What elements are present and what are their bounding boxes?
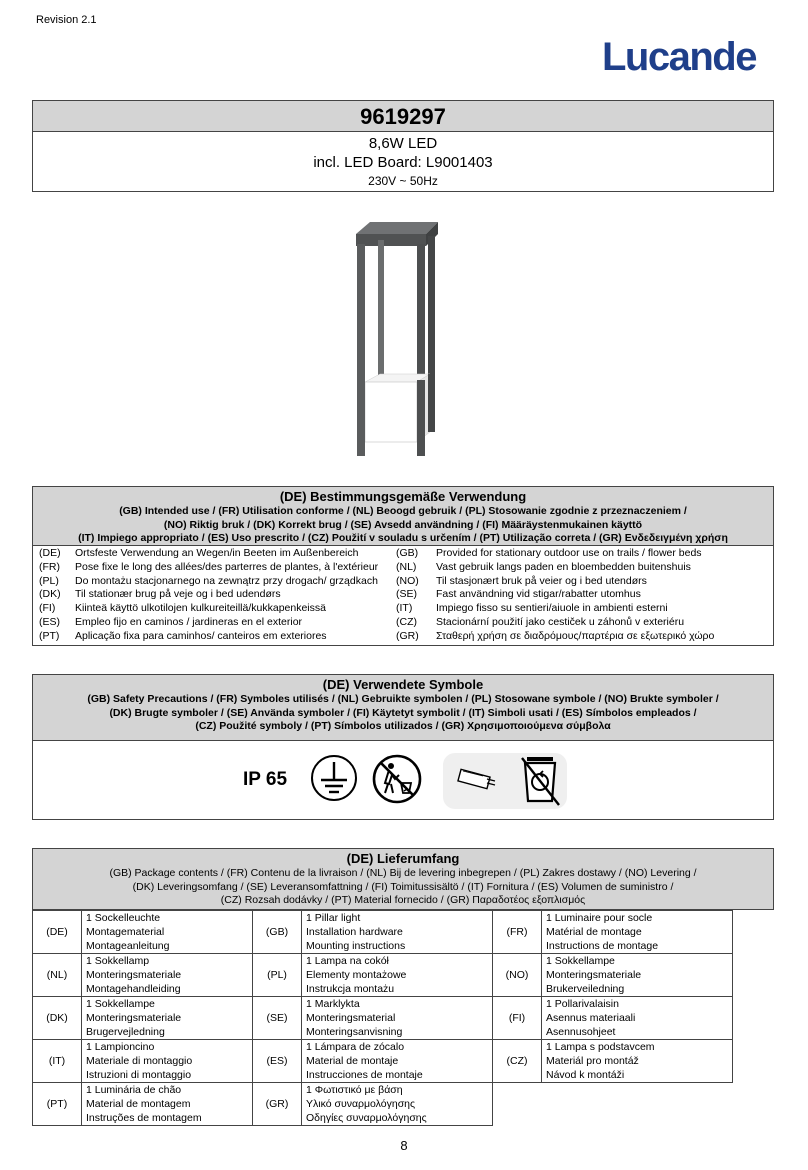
package-item: Material de montaje xyxy=(306,1055,399,1067)
package-item: Montagematerial xyxy=(86,926,165,938)
package-lang-code: (NL) xyxy=(33,954,82,997)
package-lang-code: (DK) xyxy=(33,997,82,1040)
package-item: Brukerveiledning xyxy=(546,983,625,995)
no-trash-recycle-icon xyxy=(371,753,423,805)
usage-text: Provided for stationary outdoor use on trails / flower beds xyxy=(436,547,702,559)
waste-bin-recycle-icon xyxy=(519,755,563,807)
lang-code: (NL) xyxy=(396,560,417,573)
package-contents xyxy=(82,911,253,954)
package-item: 1 Lámpara de zócalo xyxy=(306,1041,405,1053)
usage-text: Vast gebruik langs paden en bloembedden buitenshuis xyxy=(436,560,691,573)
package-item: Monteringsanvisning xyxy=(306,1026,403,1038)
package-item: 1 Luminaire pour socle xyxy=(546,912,653,924)
package-item: Monteringsmateriale xyxy=(546,969,642,981)
earth-ground-icon xyxy=(309,753,359,803)
package-lang-code: (GR) xyxy=(253,1083,302,1126)
intended-use-row xyxy=(33,630,773,644)
usage-text: Ortsfeste Verwendung an Wegen/in Beeten im Außenbereich xyxy=(75,547,359,559)
package-item: Montagehandleiding xyxy=(86,983,181,995)
package-item: Elementy montażowe xyxy=(306,969,407,981)
usage-text: Til stationær brug på veje og i bed udendørs xyxy=(75,588,281,601)
package-subtitle-2: (DK) Leveringsomfang / (SE) Leveransomfattning / (FI) Toimitussisältö / (IT) Fornitura / (ES) Volumen de suministro / xyxy=(132,880,674,893)
lang-code: (IT) xyxy=(396,602,413,615)
package-contents xyxy=(302,954,493,997)
package-title: (DE) Lieferumfang xyxy=(346,851,460,866)
intended-use-row xyxy=(33,547,773,561)
package-item: Asennus materiaali xyxy=(546,1012,636,1024)
usage-text: Kiinteä käyttö ulkotilojen kulkureiteillä/kukkapenkeissä xyxy=(75,602,326,615)
package-item: Asennusohjeet xyxy=(546,1026,616,1038)
page-number: 8 xyxy=(400,1138,408,1153)
package-item: 1 Sockelleuchte xyxy=(86,912,161,924)
lang-code: (PT) xyxy=(39,629,60,642)
usage-text: Fast användning vid stigar/rabatter utomhus xyxy=(436,588,641,601)
package-item: Materiál pro montáž xyxy=(546,1055,639,1067)
symbols-title: (DE) Verwendete Symbole xyxy=(322,677,484,692)
intended-use-subtitle-1: (GB) Intended use / (FR) Utilisation conforme / (NL) Beoogd gebruik / (PL) Stosowanie zgodnie z przeznaczeniem / xyxy=(119,505,687,517)
usage-text: Til stasjonært bruk på veier og i bed utendørs xyxy=(436,574,647,587)
symbols-subtitle-2: (DK) Brugte symboler / (SE) Använda symboler / (FI) Käytetyt symbolit / (IT) Simboli usati / (ES) Símbolos empleados / xyxy=(109,706,697,719)
package-row xyxy=(33,954,733,997)
package-contents xyxy=(542,911,733,954)
symbols-panel xyxy=(32,740,774,820)
package-item: 1 Sokkellampe xyxy=(546,955,615,967)
package-row xyxy=(33,1083,733,1126)
lang-code: (DE) xyxy=(39,547,61,559)
package-lang-code: (CZ) xyxy=(493,1040,542,1083)
package-row xyxy=(33,911,733,954)
intended-use-table xyxy=(32,545,774,646)
package-row xyxy=(33,997,733,1040)
intended-use-row xyxy=(33,602,773,616)
package-item: Material de montagem xyxy=(86,1098,191,1110)
product-image xyxy=(340,214,460,464)
symbols-subtitle-1: (GB) Safety Precautions / (FR) Symboles utilisés / (NL) Gebruikte symbolen / (PL) Stosowane symbole / (NO) Brukte symboler / xyxy=(87,693,719,705)
package-contents xyxy=(302,1083,493,1126)
package-lang-code: (DE) xyxy=(33,911,82,954)
package-item: Monteringsmateriale xyxy=(86,1012,182,1024)
lang-code: (SE) xyxy=(396,588,417,601)
package-lang-code: (ES) xyxy=(253,1040,302,1083)
package-item: 1 Luminária de chão xyxy=(86,1084,182,1096)
package-lang-code: (PT) xyxy=(33,1083,82,1126)
package-lang-code: (SE) xyxy=(253,997,302,1040)
package-item: 1 Sokkellampe xyxy=(86,998,155,1010)
package-item: Mounting instructions xyxy=(306,940,406,952)
package-item: 1 Lampa s podstavcem xyxy=(546,1041,655,1053)
package-header xyxy=(32,848,774,910)
brand-logo xyxy=(600,30,778,78)
usage-text: Empleo fijo en caminos / jardineras en el exterior xyxy=(75,615,303,628)
product-power: 8,6W LED xyxy=(368,135,438,152)
intended-use-header xyxy=(32,486,774,546)
usage-text: Σταθερή χρήση σε διαδρόμους/παρτέρια σε εξωτερικό χώρο xyxy=(436,629,715,642)
usage-text: Stacionární použití jako cestiček u záhonů v exteriéru xyxy=(436,615,685,628)
package-item: Instructions de montage xyxy=(546,940,659,952)
package-item: 1 Marklykta xyxy=(306,998,360,1010)
lang-code: (ES) xyxy=(39,615,60,628)
package-item: Installation hardware xyxy=(306,926,403,938)
package-contents xyxy=(82,954,253,997)
lang-code: (PL) xyxy=(39,574,59,587)
usage-text: Pose fixe le long des allées/des parterres de plantes, à l'extérieur xyxy=(75,560,379,573)
intended-use-row xyxy=(33,588,773,602)
intended-use-title: (DE) Bestimmungsgemäße Verwendung xyxy=(279,489,527,504)
package-contents xyxy=(542,997,733,1040)
lang-code: (DK) xyxy=(39,588,61,601)
symbols-header xyxy=(32,674,774,741)
usage-text: Impiego fisso su sentieri/aiuole in ambienti esterni xyxy=(436,602,668,615)
package-item: 1 Lampa na cokół xyxy=(306,955,389,967)
brand-logo-text: Lucande xyxy=(602,35,756,78)
package-item: Instrucciones de montaje xyxy=(306,1069,423,1081)
package-contents xyxy=(82,997,253,1040)
usage-text: Do montażu stacjonarnego na zewnątrz przy drogach/ grządkach xyxy=(75,574,378,587)
package-lang-code: (GB) xyxy=(253,911,302,954)
package-subtitle-1: (GB) Package contents / (FR) Contenu de la livraison / (NL) Bij de levering inbegrepen / (PL) Zakres dostawy / (NO) Levering / xyxy=(109,867,697,879)
package-contents xyxy=(82,1040,253,1083)
package-item: Materiale di montaggio xyxy=(86,1055,193,1067)
product-id: 9619297 xyxy=(32,100,774,132)
package-item: 1 Lampioncino xyxy=(86,1041,155,1053)
package-item: Υλικό συναρμολόγησης xyxy=(306,1098,416,1110)
package-item: 1 Pollarivalaisin xyxy=(546,998,619,1010)
lang-code: (CZ) xyxy=(396,615,417,628)
package-item: 1 Sokkellamp xyxy=(86,955,150,967)
package-item: Brugervejledning xyxy=(86,1026,165,1038)
intended-use-row xyxy=(33,616,773,630)
package-contents xyxy=(302,911,493,954)
revision-label: Revision 2.1 xyxy=(36,14,97,26)
package-item: Montageanleitung xyxy=(86,940,170,952)
package-subtitle-3: (CZ) Rozsah dodávky / (PT) Material fornecido / (GR) Παραδοτέος εξοπλισμός xyxy=(220,894,586,906)
package-contents xyxy=(542,1040,733,1083)
usage-text: Aplicação fixa para caminhos/ canteiros em exteriores xyxy=(75,629,327,642)
symbols-subtitle-3: (CZ) Použité symboly / (PT) Símbolos utilizados / (GR) Χρησιμοποιούμενα σύμβολα xyxy=(195,720,611,732)
package-lang-code: (IT) xyxy=(33,1040,82,1083)
intended-use-row xyxy=(33,561,773,575)
package-item: Matérial de montage xyxy=(546,926,642,938)
package-lang-code: (NO) xyxy=(493,954,542,997)
product-board: incl. LED Board: L9001403 xyxy=(313,154,493,171)
package-table xyxy=(32,910,733,1126)
package-contents xyxy=(542,954,733,997)
lang-code: (NO) xyxy=(396,574,419,587)
lang-code: (FI) xyxy=(39,602,56,615)
package-item: Monteringsmateriale xyxy=(86,969,182,981)
package-contents xyxy=(302,1040,493,1083)
intended-use-subtitle-3: (IT) Impiego appropriato / (ES) Uso prescrito / (CZ) Použití v souladu s určením / (PT) Utilização correta / (GR) Ενδεδειγμένη χρήση xyxy=(78,532,728,544)
package-item: Monteringsmaterial xyxy=(306,1012,396,1024)
package-contents xyxy=(82,1083,253,1126)
package-item: 1 Pillar light xyxy=(306,912,361,924)
package-item: Instruções de montagem xyxy=(86,1112,202,1124)
package-row xyxy=(33,1040,733,1083)
lang-code: (FR) xyxy=(39,560,60,573)
lang-code: (GR) xyxy=(396,629,419,642)
ip-rating: IP 65 xyxy=(243,769,288,790)
package-item: Οδηγίες συναρμολόγησης xyxy=(306,1112,427,1124)
package-lang-code: (PL) xyxy=(253,954,302,997)
package-item: 1 Φωτιστικό με βάση xyxy=(306,1084,403,1096)
package-item: Istruzioni di montaggio xyxy=(86,1069,192,1081)
lang-code: (GB) xyxy=(396,547,419,559)
package-lang-code: (FR) xyxy=(493,911,542,954)
intended-use-subtitle-2: (NO) Riktig bruk / (DK) Korrekt brug / (SE) Avsedd användning / (FI) Määräystenmukainen käyttö xyxy=(163,518,643,531)
intended-use-row xyxy=(33,575,773,589)
tube-lamp-icon xyxy=(453,765,501,797)
package-item: Návod k montáži xyxy=(546,1069,625,1081)
package-item: Instrukcja montażu xyxy=(306,983,395,995)
product-voltage: 230V ~ 50Hz xyxy=(368,174,438,188)
package-lang-code: (FI) xyxy=(493,997,542,1040)
product-description xyxy=(32,131,774,192)
package-contents xyxy=(302,997,493,1040)
